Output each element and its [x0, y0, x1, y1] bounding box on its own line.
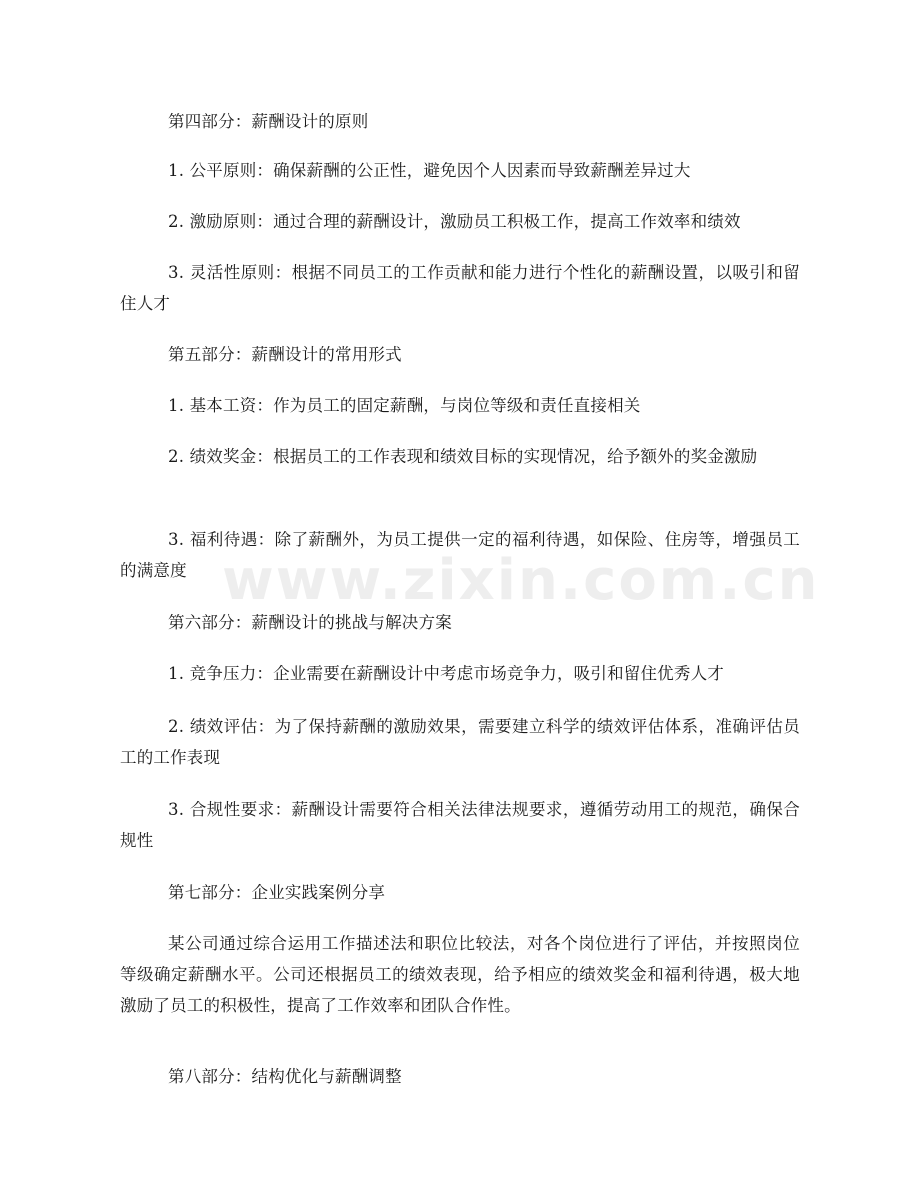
body-paragraph: 某公司通过综合运用工作描述法和职位比较法，对各个岗位进行了评估，并按照岗位等级确定薪酬水平。公司还根据员工的绩效表现，给予相应的绩效奖金和福利待遇，极大地激励了员工的积极性，提高了工作效率和团队合作性。 — [120, 934, 800, 1015]
list-item: 1. 公平原则：确保薪酬的公正性，避免因个人因素而导致薪酬差异过大 — [168, 161, 691, 180]
watermark: www.zixin.com.cn — [222, 548, 820, 613]
section-heading: 第四部分：薪酬设计的原则 — [168, 112, 369, 131]
section-heading: 第七部分：企业实践案例分享 — [168, 883, 386, 902]
list-item: 1. 竞争压力：企业需要在薪酬设计中考虑市场竞争力，吸引和留住优秀人才 — [168, 664, 724, 683]
list-item: 3. 灵活性原则：根据不同员工的工作贡献和能力进行个性化的薪酬设置，以吸引和留住人才 — [120, 263, 800, 313]
section-heading: 第六部分：薪酬设计的挑战与解决方案 — [168, 613, 452, 632]
section-heading: 第八部分：结构优化与薪酬调整 — [168, 1067, 402, 1086]
list-item: 2. 绩效评估：为了保持薪酬的激励效果，需要建立科学的绩效评估体系，准确评估员工的工作表现 — [120, 717, 800, 767]
list-item: 3. 福利待遇：除了薪酬外，为员工提供一定的福利待遇，如保险、住房等，增强员工的满意度 — [120, 530, 800, 580]
section-heading: 第五部分：薪酬设计的常用形式 — [168, 345, 402, 364]
list-item: 2. 绩效奖金：根据员工的工作表现和绩效目标的实现情况，给予额外的奖金激励 — [168, 447, 758, 466]
list-item: 1. 基本工资：作为员工的固定薪酬，与岗位等级和责任直接相关 — [168, 396, 641, 415]
list-item: 2. 激励原则：通过合理的薪酬设计，激励员工积极工作，提高工作效率和绩效 — [168, 212, 741, 231]
list-item: 3. 合规性要求：薪酬设计需要符合相关法律法规要求，遵循劳动用工的规范，确保合规性 — [120, 800, 800, 850]
